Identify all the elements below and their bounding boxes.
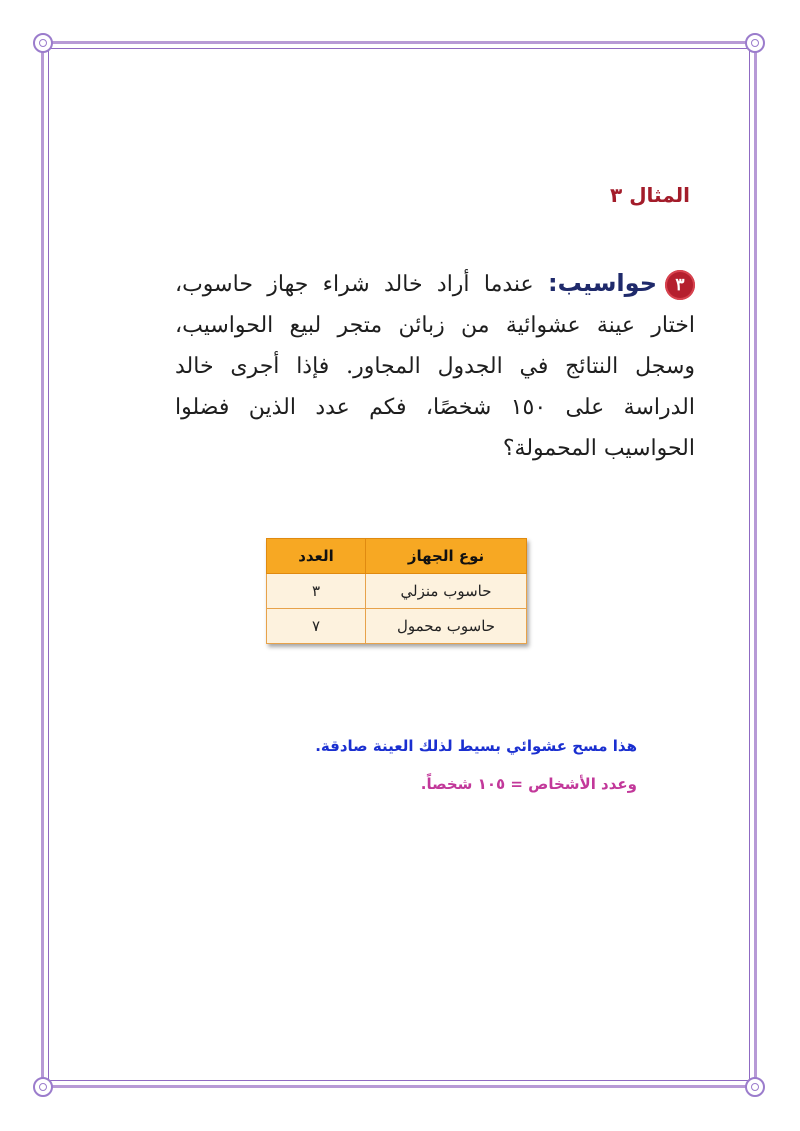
cell-device-type: حاسوب منزلي bbox=[366, 574, 527, 609]
cell-device-type: حاسوب محمول bbox=[366, 609, 527, 644]
table-row bbox=[267, 609, 527, 644]
problem-keyword: حواسيب: bbox=[548, 269, 657, 297]
problem-statement bbox=[175, 263, 695, 469]
cell-count: ٣ bbox=[267, 574, 366, 609]
corner-ornament-icon bbox=[745, 33, 765, 53]
corner-ornament-icon bbox=[33, 33, 53, 53]
devices-table bbox=[266, 538, 527, 644]
cell-count: ٧ bbox=[267, 609, 366, 644]
answer-line-1: هذا مسح عشوائي بسيط لذلك العينة صادقة. bbox=[315, 737, 637, 755]
header-device-type: نوع الجهاز bbox=[366, 539, 527, 574]
example-title: المثال ٣ bbox=[610, 183, 690, 207]
table-row bbox=[267, 574, 527, 609]
problem-number-badge: ٣ bbox=[665, 270, 695, 300]
corner-ornament-icon bbox=[33, 1077, 53, 1097]
table-header-row bbox=[267, 539, 527, 574]
problem-text: عندما أراد خالد شراء جهاز حاسوب، اختار عينة عشوائية من زبائن متجر لبيع الحواسيب، وسجل النتائج في الجدول المجاور. فإذا أجرى خالد الدراسة على ١٥٠ شخصًا، فكم عدد الذين فضلوا الحواسيب المحمولة؟ bbox=[175, 272, 695, 461]
answer-line-2: وعدد الأشخاص = ١٠٥ شخصاً. bbox=[420, 775, 637, 793]
corner-ornament-icon bbox=[745, 1077, 765, 1097]
header-count: العدد bbox=[267, 539, 366, 574]
